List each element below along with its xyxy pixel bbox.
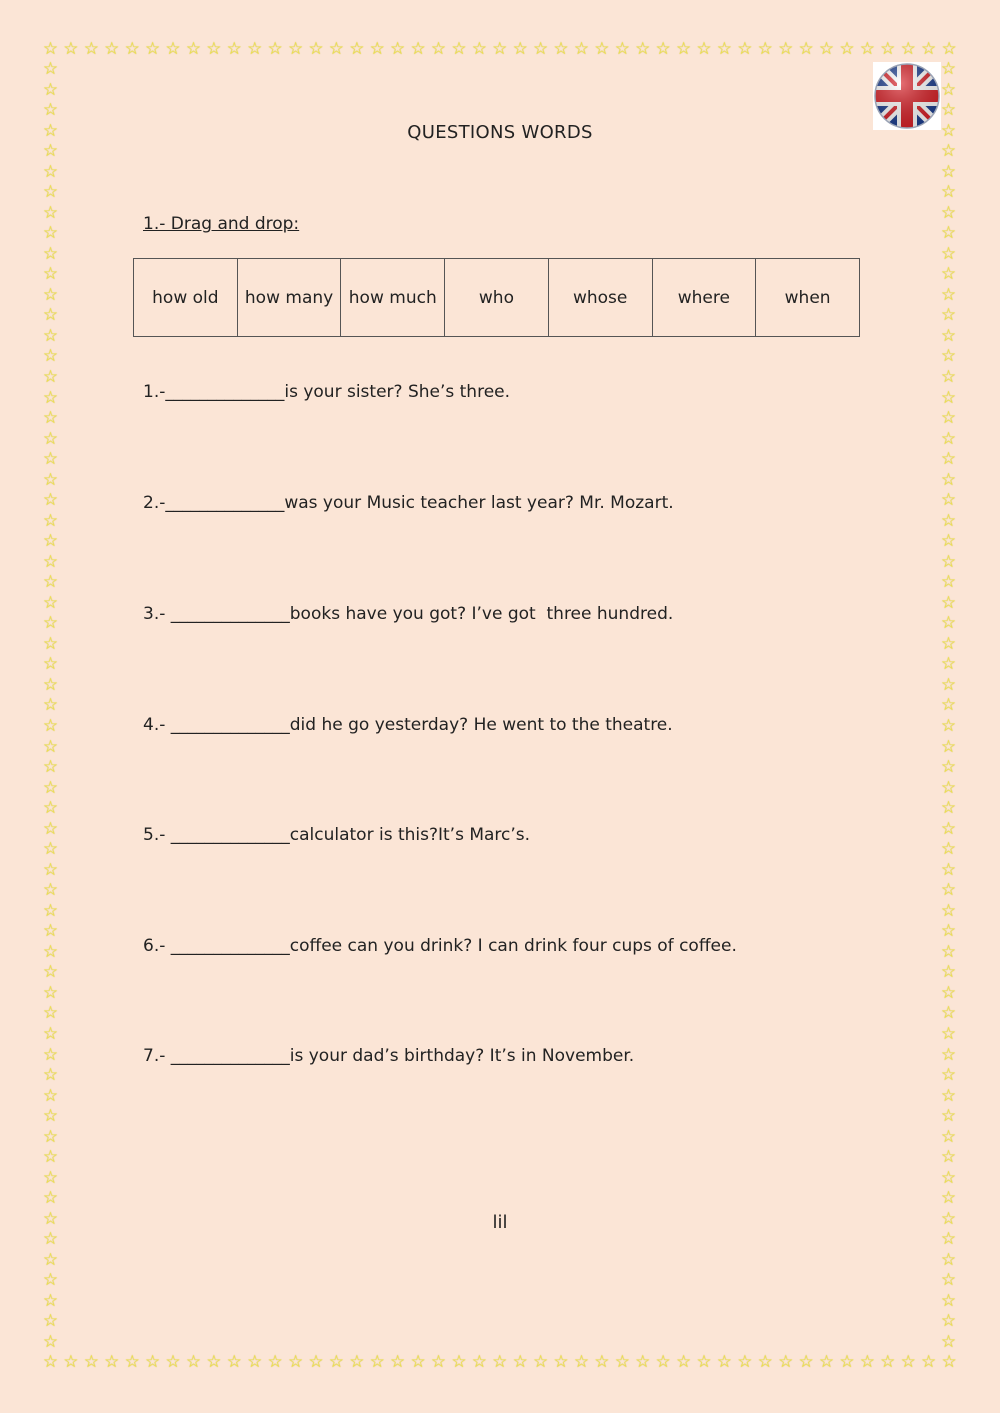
star-icon: ☆	[940, 1085, 957, 1106]
star-icon: ☆	[696, 39, 712, 59]
star-icon: ☆	[940, 161, 957, 182]
star-icon: ☆	[655, 39, 671, 59]
star-icon: ☆	[308, 1352, 324, 1372]
star-icon: ☆	[42, 325, 59, 346]
star-icon: ☆	[675, 39, 692, 59]
star-icon: ☆	[42, 161, 59, 182]
star-icon: ☆	[369, 39, 385, 59]
question-1[interactable]: 1.-______________is your sister? She’s three.	[143, 382, 511, 402]
star-icon: ☆	[226, 39, 242, 59]
star-icon: ☆	[940, 716, 957, 736]
star-icon: ☆	[42, 1331, 59, 1352]
star-icon: ☆	[185, 1352, 202, 1372]
star-icon: ☆	[940, 839, 957, 860]
star-icon: ☆	[42, 366, 59, 387]
star-icon: ☆	[390, 39, 406, 59]
star-icon: ☆	[818, 1352, 835, 1372]
star-icon: ☆	[900, 1352, 916, 1372]
star-icon: ☆	[42, 182, 59, 203]
star-icon: ☆	[247, 1352, 263, 1372]
star-icon: ☆	[42, 1003, 59, 1024]
star-icon: ☆	[940, 1311, 957, 1332]
star-icon: ☆	[42, 120, 59, 141]
star-icon: ☆	[42, 777, 59, 798]
star-icon: ☆	[940, 757, 957, 778]
star-icon: ☆	[880, 1352, 896, 1372]
star-icon: ☆	[900, 39, 916, 59]
star-icon: ☆	[430, 1352, 447, 1372]
star-icon: ☆	[798, 39, 814, 59]
star-icon: ☆	[635, 39, 651, 59]
star-icon: ☆	[553, 1352, 569, 1372]
star-icon: ☆	[818, 39, 835, 59]
star-icon: ☆	[42, 1311, 59, 1332]
star-icon: ☆	[940, 941, 957, 962]
star-icon: ☆	[42, 654, 59, 675]
star-icon: ☆	[940, 387, 957, 408]
star-icon: ☆	[42, 305, 59, 326]
star-icon: ☆	[144, 1352, 161, 1372]
star-icon: ☆	[839, 39, 855, 59]
star-icon: ☆	[737, 1352, 753, 1372]
star-icon: ☆	[940, 202, 957, 223]
star-icon: ☆	[42, 141, 59, 162]
star-icon: ☆	[328, 39, 345, 59]
star-icon: ☆	[940, 818, 957, 839]
star-icon: ☆	[287, 1352, 304, 1372]
star-icon: ☆	[859, 1352, 875, 1372]
star-icon: ☆	[42, 572, 59, 593]
question-2[interactable]: 2.-______________was your Music teacher last year? Mr. Mozart.	[143, 493, 674, 513]
star-icon: ☆	[940, 1249, 957, 1270]
star-icon: ☆	[42, 798, 59, 819]
star-icon: ☆	[941, 39, 957, 59]
word-bank-item[interactable]: who	[445, 259, 549, 337]
word-bank-item[interactable]: how old	[134, 259, 238, 337]
word-bank-item[interactable]: when	[756, 259, 860, 337]
star-icon: ☆	[206, 39, 222, 59]
star-icon: ☆	[83, 39, 99, 59]
star-icon: ☆	[267, 1352, 283, 1372]
star-icon: ☆	[42, 1044, 59, 1065]
star-icon: ☆	[42, 880, 59, 901]
star-icon: ☆	[940, 510, 957, 531]
star-icon: ☆	[42, 1167, 59, 1188]
question-4[interactable]: 4.- ______________did he go yesterday? He went to the theatre.	[143, 715, 673, 735]
star-icon: ☆	[124, 1352, 140, 1372]
star-icon: ☆	[42, 1229, 59, 1250]
star-icon: ☆	[124, 39, 140, 59]
star-icon: ☆	[940, 243, 957, 264]
star-icon: ☆	[921, 39, 937, 59]
star-icon: ☆	[42, 1352, 59, 1372]
star-icon: ☆	[940, 1023, 957, 1044]
star-icon: ☆	[778, 1352, 794, 1372]
star-icon: ☆	[42, 387, 59, 408]
star-icon: ☆	[940, 900, 957, 921]
star-icon: ☆	[451, 39, 467, 59]
star-icon: ☆	[471, 1352, 487, 1372]
star-icon: ☆	[42, 510, 59, 531]
star-icon: ☆	[42, 592, 59, 613]
star-icon: ☆	[42, 736, 59, 757]
star-icon: ☆	[42, 408, 59, 429]
star-icon: ☆	[940, 777, 957, 798]
star-icon: ☆	[594, 1352, 610, 1372]
star-icon: ☆	[42, 243, 59, 264]
star-icon: ☆	[533, 39, 549, 59]
star-icon: ☆	[42, 674, 59, 695]
page-title: QUESTIONS WORDS	[407, 122, 593, 143]
star-icon: ☆	[42, 900, 59, 921]
star-icon: ☆	[940, 408, 957, 429]
star-icon: ☆	[940, 1229, 957, 1250]
star-icon: ☆	[104, 1352, 120, 1372]
star-border-bottom	[42, 1354, 958, 1371]
star-icon: ☆	[940, 654, 957, 675]
star-icon: ☆	[63, 39, 79, 59]
star-icon: ☆	[42, 469, 59, 490]
star-icon: ☆	[42, 1208, 59, 1229]
star-icon: ☆	[42, 982, 59, 1003]
star-icon: ☆	[940, 592, 957, 613]
star-icon: ☆	[42, 921, 59, 942]
star-icon: ☆	[42, 223, 59, 244]
star-icon: ☆	[349, 1352, 365, 1372]
star-icon: ☆	[778, 39, 794, 59]
star-icon: ☆	[206, 1352, 222, 1372]
star-icon: ☆	[42, 531, 59, 552]
star-icon: ☆	[185, 39, 202, 59]
star-icon: ☆	[940, 859, 957, 880]
star-icon: ☆	[940, 674, 957, 695]
star-icon: ☆	[940, 449, 957, 470]
star-icon: ☆	[42, 1290, 59, 1311]
star-icon: ☆	[921, 1352, 937, 1372]
star-icon: ☆	[940, 79, 957, 100]
word-bank-item[interactable]: how many	[237, 259, 341, 337]
star-icon: ☆	[42, 1126, 59, 1147]
star-icon: ☆	[940, 613, 957, 634]
star-icon: ☆	[553, 39, 569, 59]
star-icon: ☆	[42, 757, 59, 778]
star-icon: ☆	[940, 572, 957, 593]
star-icon: ☆	[83, 1352, 99, 1372]
star-icon: ☆	[492, 1352, 508, 1372]
star-icon: ☆	[226, 1352, 242, 1372]
question-5[interactable]: 5.- ______________calculator is this?It’s Marc’s.	[143, 825, 531, 845]
star-icon: ☆	[614, 39, 630, 59]
star-icon: ☆	[940, 469, 957, 490]
star-icon: ☆	[42, 1147, 59, 1168]
star-icon: ☆	[940, 962, 957, 983]
star-icon: ☆	[267, 39, 283, 59]
star-icon: ☆	[940, 264, 957, 285]
star-icon: ☆	[940, 428, 957, 449]
star-icon: ☆	[42, 716, 59, 736]
star-icon: ☆	[492, 39, 508, 59]
star-icon: ☆	[144, 39, 161, 59]
star-icon: ☆	[940, 921, 957, 942]
star-icon: ☆	[42, 1106, 59, 1127]
star-icon: ☆	[42, 941, 59, 962]
word-bank-table	[133, 258, 860, 337]
star-icon: ☆	[42, 962, 59, 983]
star-icon: ☆	[880, 39, 896, 59]
star-icon: ☆	[940, 346, 957, 367]
star-icon: ☆	[940, 182, 957, 203]
star-icon: ☆	[940, 223, 957, 244]
star-icon: ☆	[573, 39, 590, 59]
star-icon: ☆	[42, 346, 59, 367]
word-bank-item[interactable]: where	[652, 259, 756, 337]
star-icon: ☆	[42, 818, 59, 839]
star-icon: ☆	[42, 1270, 59, 1291]
star-icon: ☆	[757, 39, 773, 59]
star-icon: ☆	[798, 1352, 814, 1372]
star-icon: ☆	[369, 1352, 385, 1372]
star-icon: ☆	[42, 1065, 59, 1086]
star-icon: ☆	[635, 1352, 651, 1372]
star-icon: ☆	[940, 1167, 957, 1188]
star-icon: ☆	[42, 1023, 59, 1044]
star-icon: ☆	[512, 1352, 528, 1372]
star-icon: ☆	[165, 39, 181, 59]
star-icon: ☆	[655, 1352, 671, 1372]
star-icon: ☆	[941, 1352, 957, 1372]
star-icon: ☆	[42, 79, 59, 100]
star-icon: ☆	[594, 39, 610, 59]
star-icon: ☆	[940, 982, 957, 1003]
star-icon: ☆	[573, 1352, 590, 1372]
star-icon: ☆	[757, 1352, 773, 1372]
star-icon: ☆	[940, 531, 957, 552]
star-icon: ☆	[737, 39, 753, 59]
star-icon: ☆	[533, 1352, 549, 1372]
word-bank-item[interactable]: whose	[548, 259, 652, 337]
star-icon: ☆	[42, 428, 59, 449]
star-icon: ☆	[42, 59, 59, 79]
star-icon: ☆	[940, 1126, 957, 1147]
star-icon: ☆	[940, 120, 957, 141]
star-icon: ☆	[940, 1331, 957, 1352]
star-icon: ☆	[614, 1352, 630, 1372]
star-icon: ☆	[716, 39, 733, 59]
star-icon: ☆	[104, 39, 120, 59]
star-icon: ☆	[940, 366, 957, 387]
star-icon: ☆	[42, 633, 59, 654]
star-icon: ☆	[42, 100, 59, 121]
star-icon: ☆	[675, 1352, 692, 1372]
star-icon: ☆	[940, 305, 957, 326]
star-icon: ☆	[859, 39, 875, 59]
star-icon: ☆	[940, 736, 957, 757]
question-6[interactable]: 6.- ______________coffee can you drink? I can drink four cups of coffee.	[143, 936, 737, 956]
star-icon: ☆	[63, 1352, 79, 1372]
star-border-right	[940, 61, 957, 1351]
section-heading: 1.- Drag and drop:	[143, 214, 300, 234]
star-icon: ☆	[839, 1352, 855, 1372]
star-icon: ☆	[451, 1352, 467, 1372]
star-icon: ☆	[512, 39, 528, 59]
star-icon: ☆	[940, 633, 957, 654]
star-icon: ☆	[940, 1270, 957, 1291]
star-icon: ☆	[42, 202, 59, 223]
star-icon: ☆	[940, 1208, 957, 1229]
star-icon: ☆	[328, 1352, 345, 1372]
star-icon: ☆	[287, 39, 304, 59]
star-icon: ☆	[42, 859, 59, 880]
question-7[interactable]: 7.- ______________is your dad’s birthday? It’s in November.	[143, 1046, 635, 1066]
star-icon: ☆	[42, 490, 59, 511]
star-icon: ☆	[42, 695, 59, 716]
star-icon: ☆	[940, 325, 957, 346]
star-icon: ☆	[940, 490, 957, 511]
star-border-top	[42, 41, 958, 58]
star-icon: ☆	[308, 39, 324, 59]
star-icon: ☆	[430, 39, 447, 59]
star-icon: ☆	[696, 1352, 712, 1372]
star-icon: ☆	[42, 613, 59, 634]
star-icon: ☆	[940, 1147, 957, 1168]
star-icon: ☆	[940, 1290, 957, 1311]
star-icon: ☆	[940, 1106, 957, 1127]
star-border-left	[42, 61, 59, 1351]
star-icon: ☆	[471, 39, 487, 59]
star-icon: ☆	[42, 1249, 59, 1270]
uk-flag-icon	[873, 62, 941, 130]
star-icon: ☆	[940, 284, 957, 305]
star-icon: ☆	[940, 880, 957, 901]
star-icon: ☆	[42, 551, 59, 572]
star-icon: ☆	[940, 141, 957, 162]
star-icon: ☆	[940, 551, 957, 572]
star-icon: ☆	[940, 1044, 957, 1065]
star-icon: ☆	[940, 1065, 957, 1086]
star-icon: ☆	[42, 449, 59, 470]
star-icon: ☆	[940, 100, 957, 121]
star-icon: ☆	[410, 1352, 426, 1372]
star-icon: ☆	[940, 695, 957, 716]
star-icon: ☆	[940, 59, 957, 79]
star-icon: ☆	[940, 1003, 957, 1024]
star-icon: ☆	[42, 264, 59, 285]
question-3[interactable]: 3.- ______________books have you got? I’ve got three hundred.	[143, 604, 674, 624]
star-icon: ☆	[42, 39, 59, 59]
star-icon: ☆	[42, 284, 59, 305]
star-icon: ☆	[410, 39, 426, 59]
word-bank-item[interactable]: how much	[341, 259, 445, 337]
star-icon: ☆	[247, 39, 263, 59]
star-icon: ☆	[390, 1352, 406, 1372]
star-icon: ☆	[349, 39, 365, 59]
star-icon: ☆	[42, 1188, 59, 1209]
star-icon: ☆	[716, 1352, 733, 1372]
star-icon: ☆	[42, 1085, 59, 1106]
star-icon: ☆	[42, 839, 59, 860]
footer-mark: lil	[492, 1212, 508, 1233]
star-icon: ☆	[165, 1352, 181, 1372]
star-icon: ☆	[940, 1188, 957, 1209]
star-icon: ☆	[940, 798, 957, 819]
